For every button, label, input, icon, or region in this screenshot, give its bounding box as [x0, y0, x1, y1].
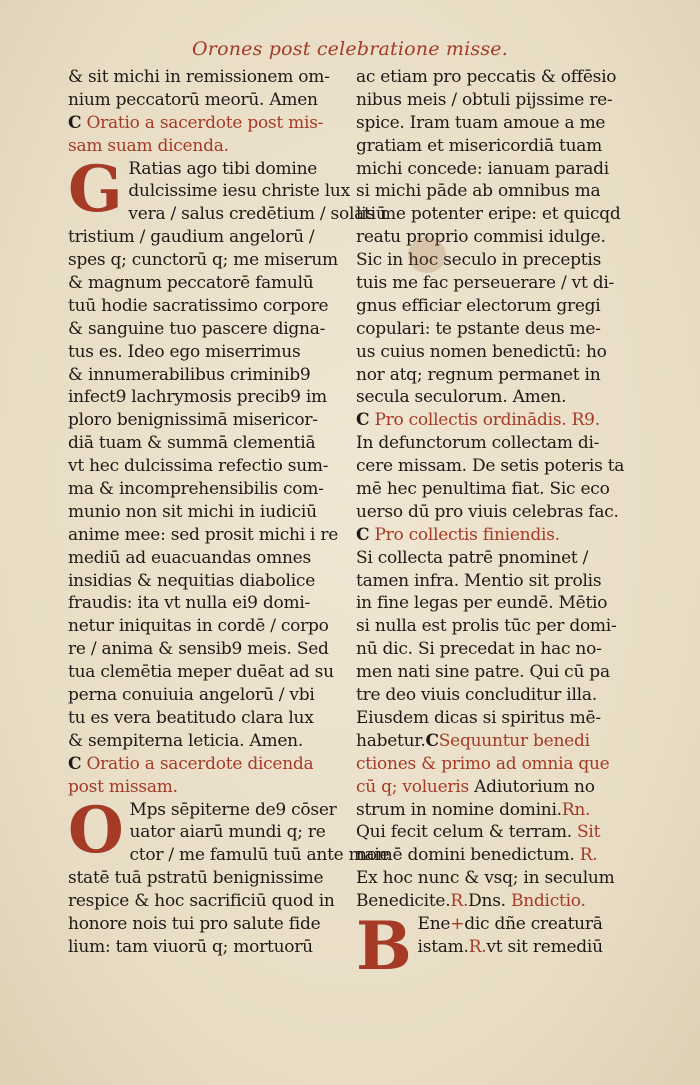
text-line: re / anima & sensib9 meis. Sed — [68, 639, 329, 660]
text-line: In defunctorum collectam di- — [356, 433, 600, 454]
initial-paragraph — [356, 906, 626, 985]
text-line: spice. Iram tuam amoue a me — [356, 112, 606, 133]
rubric-text: cū q; volueris — [356, 776, 469, 797]
response-mark: R. — [468, 936, 487, 957]
text-line: Ratias ago tibi domine — [128, 158, 318, 179]
rubric-line — [68, 112, 346, 135]
rubric-text: Pro collectis ordinādis. R9. — [374, 410, 600, 431]
mixed-line — [356, 776, 626, 799]
text-span: Dns. — [468, 891, 506, 912]
text-line: & sanguine tuo pascere digna- — [68, 318, 326, 339]
pilcrow-mark: C — [425, 730, 439, 751]
mixed-line — [356, 799, 626, 822]
text-line: gnus efficiar electorum gregi — [356, 295, 601, 316]
text-line: vera / salus credētium / solatiū — [128, 204, 387, 225]
text-line: nor atq; regnum permanet in — [356, 364, 601, 385]
text-line: tamen infra. Mentio sit prolis — [356, 570, 602, 591]
text-line: & innumerabilibus criminib9 — [68, 364, 311, 385]
text-line: & magnum peccatorē famulū — [68, 273, 314, 294]
text-line: Mps sēpiterne de9 cōser — [129, 799, 337, 820]
mixed-line — [356, 844, 626, 867]
text-line: tuū hodie sacratissimo corpore — [68, 295, 329, 316]
text-line: fraudis: ita vt nulla ei9 domi- — [68, 593, 311, 614]
text-span: Ene — [417, 913, 451, 934]
text-line: copulari: te pstante deus me- — [356, 318, 601, 339]
text-span: vt sit remediū — [486, 936, 603, 957]
text-line: ploro benignissimā misericor- — [68, 410, 318, 431]
text-line: lis me potenter eripe: et quicqd — [356, 204, 621, 225]
pilcrow-mark: C — [356, 410, 370, 431]
text-line: dulcissime iesu christe lux — [128, 181, 350, 202]
rubric-line — [356, 409, 626, 432]
rubric-line: post missam. — [68, 776, 178, 797]
response-mark: R. — [579, 845, 598, 866]
text-line: perna conuiuia angelorū / vbi — [68, 685, 315, 706]
text-line: nium peccatorū meorū. Amen — [68, 89, 318, 110]
text-line: tuis me fac perseuerare / vt di- — [356, 273, 615, 294]
text-line: honore nois tui pro salute fide — [68, 913, 321, 934]
text-line: nū dic. Si precedat in hac no- — [356, 639, 602, 660]
text-line: munio non sit michi in iudiciū — [68, 501, 317, 522]
rubric-line — [68, 753, 346, 776]
text-line: Ex hoc nunc & vsq; in seculum — [356, 868, 615, 889]
text-line: uator aiarū mundi q; re — [129, 822, 326, 843]
rubric-text: Oratio a sacerdote post mis- — [86, 112, 324, 133]
text-span: Qui fecit celum & terram. — [356, 822, 572, 843]
text-line: insidias & nequitias diabolice — [68, 570, 316, 591]
right-column — [356, 66, 626, 985]
text-line: diā tuam & summā clementiā — [68, 433, 316, 454]
text-line: us cuius nomen benedictū: ho — [356, 341, 607, 362]
response-mark: Rn. — [561, 799, 591, 820]
text-line: mediū ad euacuandas omnes — [68, 547, 311, 568]
mixed-line — [356, 821, 626, 844]
response-mark: R. — [450, 891, 469, 912]
rubric-text: Pro collectis finiendis. — [374, 524, 560, 545]
pilcrow-mark: C — [68, 753, 82, 774]
text-line: tua clemētia meper duēat ad su — [68, 662, 334, 683]
decorated-initial-g: G — [68, 151, 123, 227]
text-line: gratiam et misericordiā tuam — [356, 135, 603, 156]
text-span: habetur. — [356, 730, 426, 751]
text-line: tre deo viuis concluditur illa. — [356, 685, 597, 706]
text-line: ac etiam pro peccatis & offēsio — [356, 67, 617, 87]
text-line: & sit michi in remissionem om- — [68, 67, 330, 87]
text-line: michi concede: ianuam paradi — [356, 158, 609, 179]
text-line: mē hec penultima fiat. Sic eco — [356, 479, 610, 500]
text-line: nibus meis / obtuli pijssime re- — [356, 89, 613, 110]
text-span: istam. — [417, 936, 469, 957]
text-line: ma & incomprehensibilis com- — [68, 479, 324, 500]
initial-paragraph — [68, 792, 390, 868]
text-line: ctor / me famulū tuū ante maie — [129, 845, 390, 866]
text-line: Si collecta patrē pnominet / — [356, 547, 589, 568]
text-line: netur iniquitas in cordē / corpo — [68, 616, 329, 637]
text-line: in fine legas per eundē. Mētio — [356, 593, 608, 614]
text-span: Benedicite. — [356, 891, 451, 912]
text-line: cere missam. De setis poteris ta — [356, 456, 625, 477]
mixed-line — [356, 730, 626, 753]
text-line: & sempiterna leticia. Amen. — [68, 730, 303, 751]
text-span: Adiutorium no — [474, 776, 595, 797]
rubric-line: sam suam dicenda. — [68, 135, 229, 156]
text-line: secula seculorum. Amen. — [356, 387, 567, 408]
text-line: reatu proprio commisi idulge. — [356, 227, 606, 248]
mixed-line — [356, 890, 626, 913]
paper-stain — [408, 237, 446, 273]
pilcrow-mark: C — [68, 112, 82, 133]
cross-mark: + — [450, 913, 465, 934]
text-line: tus es. Ideo ego miserrimus — [68, 341, 301, 362]
text-line: si michi pāde ab omnibus ma — [356, 181, 601, 202]
pilcrow-mark: C — [356, 524, 370, 545]
text-line: tu es vera beatitudo clara lux — [68, 707, 314, 728]
initial-paragraph — [68, 151, 387, 227]
text-line: uerso dū pro viuis celebras fac. — [356, 501, 619, 522]
rubric-text: Sequuntur benedi — [438, 730, 590, 751]
text-line: spes q; cunctorū q; me miserum — [68, 250, 338, 271]
running-title: Orones post celebratione misse. — [192, 38, 508, 60]
text-span: nomē domini benedictum. — [356, 845, 575, 866]
text-line: Eiusdem dicas si spiritus mē- — [356, 707, 601, 728]
text-line: lium: tam viuorū q; mortuorū — [68, 936, 313, 957]
text-line: infect9 lachrymosis precib9 im — [68, 387, 327, 408]
decorated-initial-o: O — [68, 792, 124, 868]
text-line: statē tuā pstratū benignissime — [68, 868, 324, 889]
rubric-text: Bndictio. — [510, 891, 586, 912]
rubric-line: ctiones & primo ad omnia que — [356, 753, 610, 774]
rubric-text: Sit — [577, 822, 601, 843]
text-span: dic dñe creaturā — [464, 913, 603, 934]
decorated-initial-b: B — [356, 906, 412, 985]
rubric-text: Oratio a sacerdote dicenda — [86, 753, 314, 774]
text-line: respice & hoc sacrificiū quod in — [68, 891, 335, 912]
rubric-line — [356, 524, 626, 547]
text-line: tristium / gaudium angelorū / — [68, 227, 315, 248]
text-line: Sic in hoc seculo in preceptis — [356, 250, 602, 271]
text-line: men nati sine patre. Qui cū pa — [356, 662, 610, 683]
text-span: strum in nomine domini. — [356, 799, 562, 820]
text-line: si nulla est prolis tūc per domi- — [356, 616, 617, 637]
left-column — [68, 66, 390, 959]
text-line: anime mee: sed prosit michi i re — [68, 524, 339, 545]
text-line: vt hec dulcissima refectio sum- — [68, 456, 329, 477]
